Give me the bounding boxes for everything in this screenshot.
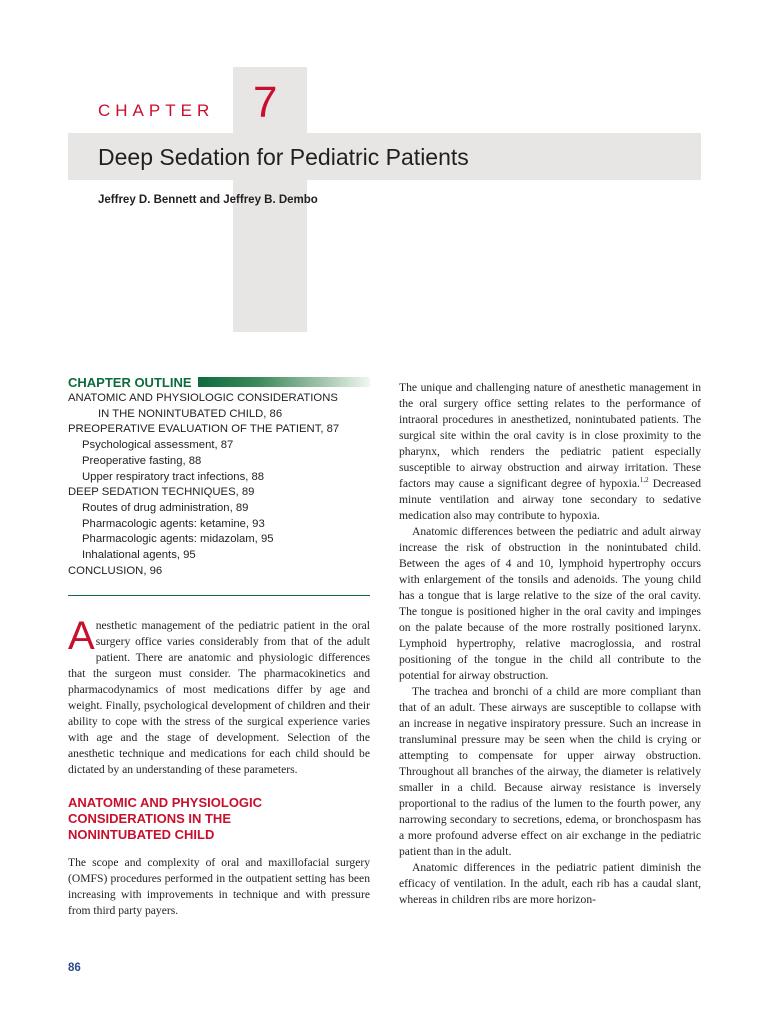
outline-item: CONCLUSION, 96 xyxy=(68,564,163,577)
outline-item: Preoperative fasting, 88 xyxy=(82,454,202,467)
outline-item: IN THE NONINTUBATED CHILD, 86 xyxy=(98,407,283,420)
body-paragraph: Anatomic differences between the pediatric and adult airway increase the risk of obstruction in the nonintubated child. Between the ages of 4 and 10, lymphoid hypertrophy occurs with enlargement of the tonsils and adenoids. The young child has a tongue that is large relative to the size of the oral cavity. The tongue is positioned higher in the oral cavity and impinges on the palate because of the more rostrally positioned larynx. Lymphoid hypertrophy, relative macroglossia, and rostral positioning of the tongue in the child all contribute to the potential for airway obstruction. xyxy=(399,525,701,682)
paragraph-text: Decreased minute ventilation and airway tone secondary to sedative medication also may contribute to hypoxia. xyxy=(399,477,701,522)
outline-item: Upper respiratory tract infections, 88 xyxy=(82,470,265,483)
chapter-label: CHAPTER xyxy=(98,101,215,120)
outline-divider xyxy=(68,595,370,596)
right-column xyxy=(399,380,701,908)
left-column xyxy=(68,614,370,919)
outline-item: PREOPERATIVE EVALUATION OF THE PATIENT, 87 xyxy=(68,423,340,436)
outline-item: Psychological assessment, 87 xyxy=(82,439,234,452)
outline-item: ANATOMIC AND PHYSIOLOGIC CONSIDERATIONS xyxy=(68,392,338,404)
chapter-title: Deep Sedation for Pediatric Patients xyxy=(98,144,469,170)
chapter-outline xyxy=(68,373,370,579)
page-number: 86 xyxy=(68,962,81,974)
section-heading: ANATOMIC AND PHYSIOLOGIC CONSIDERATIONS IN THE NONINTUBATED CHILD xyxy=(68,795,263,842)
body-paragraph: Anatomic differences in the pediatric patient diminish the efficacy of ventilation. In the adult, each rib has a caudal slant, whereas in children ribs are more horizon- xyxy=(399,861,701,906)
body-paragraph: The trachea and bronchi of a child are more compliant than that of an adult. These airways are susceptible to collapse with an increase in negative inspiratory pressure. Such an increase in transluminal pressure may be seen when the child is crying or attempting to compensate for upper airway obstruction. Throughout all branches of the airway, the diameter is relatively smaller in a child. Because airway resistance is inversely proportional to the radius of the lumen to the fourth power, any narrowing secondary to secretions, edema, or bronchospasm has a more profound adverse effect on air exchange in the pediatric patient than in the adult. xyxy=(399,685,701,858)
chapter-authors: Jeffrey D. Bennett and Jeffrey B. Dembo xyxy=(98,194,318,206)
paragraph-text: The unique and challenging nature of anesthetic management in the oral surgery office setting relates to the performance of intraoral procedures in anesthetized, nonintubated patients. The surgical site within the oral cavity is in close proximity to the pharynx, which renders the pediatric patient especially susceptible to airway obstruction and airway irritation. These factors may cause a significant degree of hypoxia. xyxy=(399,381,701,490)
outline-gradient-bar xyxy=(198,377,371,387)
intro-paragraph xyxy=(68,614,370,778)
outline-item: Inhalational agents, 95 xyxy=(82,549,196,562)
drop-cap: A xyxy=(68,614,95,658)
outline-item: Pharmacologic agents: ketamine, 93 xyxy=(82,517,265,530)
intro-text: nesthetic management of the pediatric patient in the oral surgery office varies considerably from that of the adult patient. There are anatomic and physiologic differences that the surgeon must consider. The pharmacokinetics and pharmacodynamics of most medications differ by age and weight. Finally, psychological development of children and their ability to cope with the stress of the surgical experience varies with age and the stage of development. Selection of the anesthetic technique and medications for each child should be dictated by an understanding of these parameters. xyxy=(68,619,370,776)
outline-list xyxy=(68,391,370,579)
body-paragraph: The scope and complexity of oral and maxillofacial surgery (OMFS) procedures performed in the outpatient setting has been increasing with improvements in technique and with pressure from third party payers. xyxy=(68,856,370,917)
body-paragraph xyxy=(399,380,701,524)
outline-item: Pharmacologic agents: midazolam, 95 xyxy=(82,533,274,546)
outline-item: DEEP SEDATION TECHNIQUES, 89 xyxy=(68,486,255,499)
outline-header xyxy=(68,373,370,391)
outline-heading: CHAPTER OUTLINE xyxy=(68,374,192,390)
chapter-number: 7 xyxy=(253,78,278,127)
outline-item: Routes of drug administration, 89 xyxy=(82,501,249,514)
citation-superscript: 1,2 xyxy=(639,476,649,485)
